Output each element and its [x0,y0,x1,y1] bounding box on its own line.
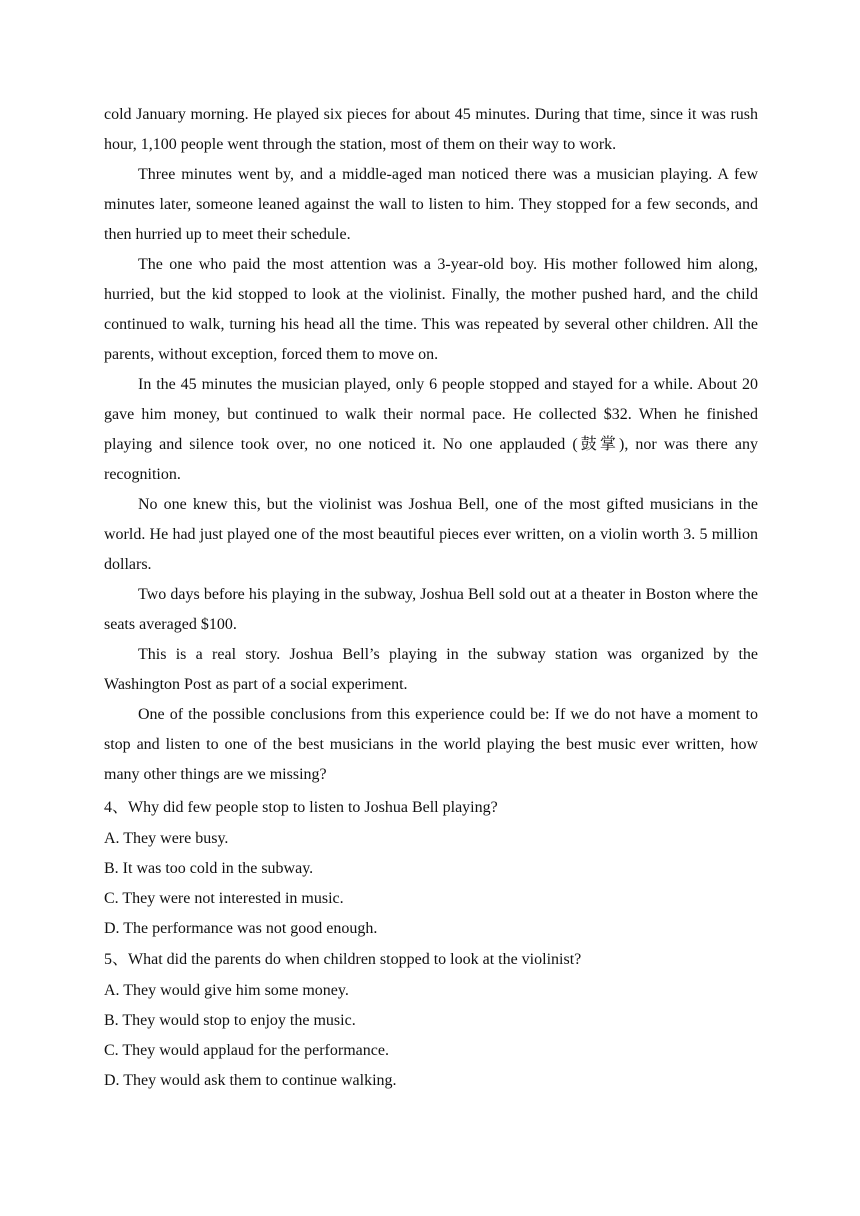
answer-option-c: C. They were not interested in music. [104,890,344,907]
passage-paragraph-2: Three minutes went by, and a middle-aged man noticed there was a musician playing. A few minutes later, someone leaned against the wall to listen to him. They stopped for a few seconds, and then hurried up to meet their schedule. [104,166,758,243]
passage-paragraph-5: No one knew this, but the violinist was Joshua Bell, one of the most gifted musicians in the world. He had just played one of the most beautiful pieces ever written, on a violin worth 3. 5 million dollars. [104,496,758,573]
answer-option-d: D. The performance was not good enough. [104,920,378,937]
passage-paragraph-4: In the 45 minutes the musician played, only 6 people stopped and stayed for a while. About 20 gave him money, but continued to walk their normal pace. He collected $32. When he finished playing and silence took over, no one noticed it. No one applauded (鼓掌), nor was there any recognition. [104,376,758,483]
answer-option-b: B. They would stop to enjoy the music. [104,1012,356,1029]
reading-passage [104,100,758,790]
question-stem: 5、What did the parents do when children stopped to look at the violinist? [104,951,582,968]
passage-paragraph-1: cold January morning. He played six pieces for about 45 minutes. During that time, since it was rush hour, 1,100 people went through the station, most of them on their way to work. [104,106,758,153]
answer-option-a: A. They would give him some money. [104,982,349,999]
answer-option-b: B. It was too cold in the subway. [104,860,314,877]
passage-paragraph-3: The one who paid the most attention was a 3-year-old boy. His mother followed him along, hurried, but the kid stopped to look at the violinist. Finally, the mother pushed hard, and the child continued to walk, turning his head all the time. This was repeated by several other children. All the parents, without exception, forced them to move on. [104,256,758,363]
passage-paragraph-7: This is a real story. Joshua Bell’s playing in the subway station was organized by the Washington Post as part of a social experiment. [104,646,758,693]
answer-option-d: D. They would ask them to continue walking. [104,1072,397,1089]
answer-option-c: C. They would applaud for the performance. [104,1042,389,1059]
question-5 [104,944,758,1096]
passage-paragraph-6: Two days before his playing in the subway, Joshua Bell sold out at a theater in Boston where the seats averaged $100. [104,586,758,633]
question-stem: 4、Why did few people stop to listen to Joshua Bell playing? [104,799,498,816]
answer-option-a: A. They were busy. [104,830,229,847]
passage-paragraph-8: One of the possible conclusions from this experience could be: If we do not have a moment to stop and listen to one of the best musicians in the world playing the best music ever written, how many other things are we missing? [104,706,758,783]
document-page [104,100,758,1096]
question-4 [104,792,758,944]
